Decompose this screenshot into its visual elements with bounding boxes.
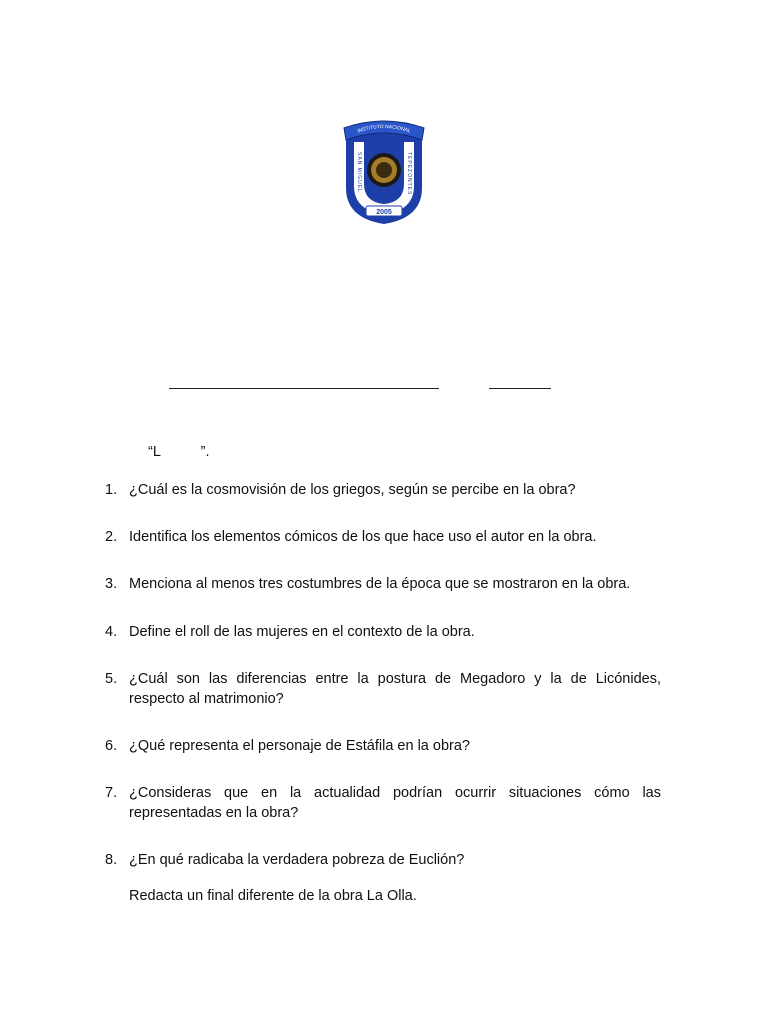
question-number: 2.	[105, 529, 118, 545]
question-number: 6.	[105, 738, 118, 754]
extra-task: Redacta un final diferente de la obra La Olla.	[129, 888, 417, 904]
question-text: Menciona al menos tres costumbres de la época que se mostraron en la obra.	[129, 576, 631, 592]
question-number: 4.	[105, 624, 118, 640]
date-blank-line[interactable]	[489, 388, 551, 389]
logo-year: 2005	[376, 209, 392, 216]
question-text: ¿Consideras que en la actualidad podrían ocurrir situaciones cómo las representadas en la obra?	[129, 785, 661, 821]
question-text: Identifica los elementos cómicos de los que hace uso el autor en la obra.	[129, 529, 597, 545]
logo-top-text: INSTITUTO NACIONAL	[356, 123, 412, 135]
work-title: “L ”.	[148, 444, 210, 460]
question-text: ¿Qué representa el personaje de Estáfila en la obra?	[129, 738, 470, 754]
question-number: 8.	[105, 852, 118, 868]
question-text: ¿Cuál son las diferencias entre la postura de Megadoro y la de Licónides, respecto al matrimonio?	[129, 671, 661, 707]
question-text: ¿En qué radicaba la verdadera pobreza de Euclión?	[129, 852, 465, 868]
question-number: 1.	[105, 482, 118, 498]
logo-right-text: TEPEZONTES	[406, 152, 412, 196]
question-text: Define el roll de las mujeres en el contexto de la obra.	[129, 624, 475, 640]
question-number: 3.	[105, 576, 118, 592]
question-number: 7.	[105, 785, 118, 801]
logo-left-text: SAN MIGUEL	[356, 152, 362, 193]
question-number: 5.	[105, 671, 118, 687]
school-crest-logo	[340, 118, 428, 228]
name-blank-line[interactable]	[169, 388, 439, 389]
question-text: ¿Cuál es la cosmovisión de los griegos, según se percibe en la obra?	[129, 482, 576, 498]
